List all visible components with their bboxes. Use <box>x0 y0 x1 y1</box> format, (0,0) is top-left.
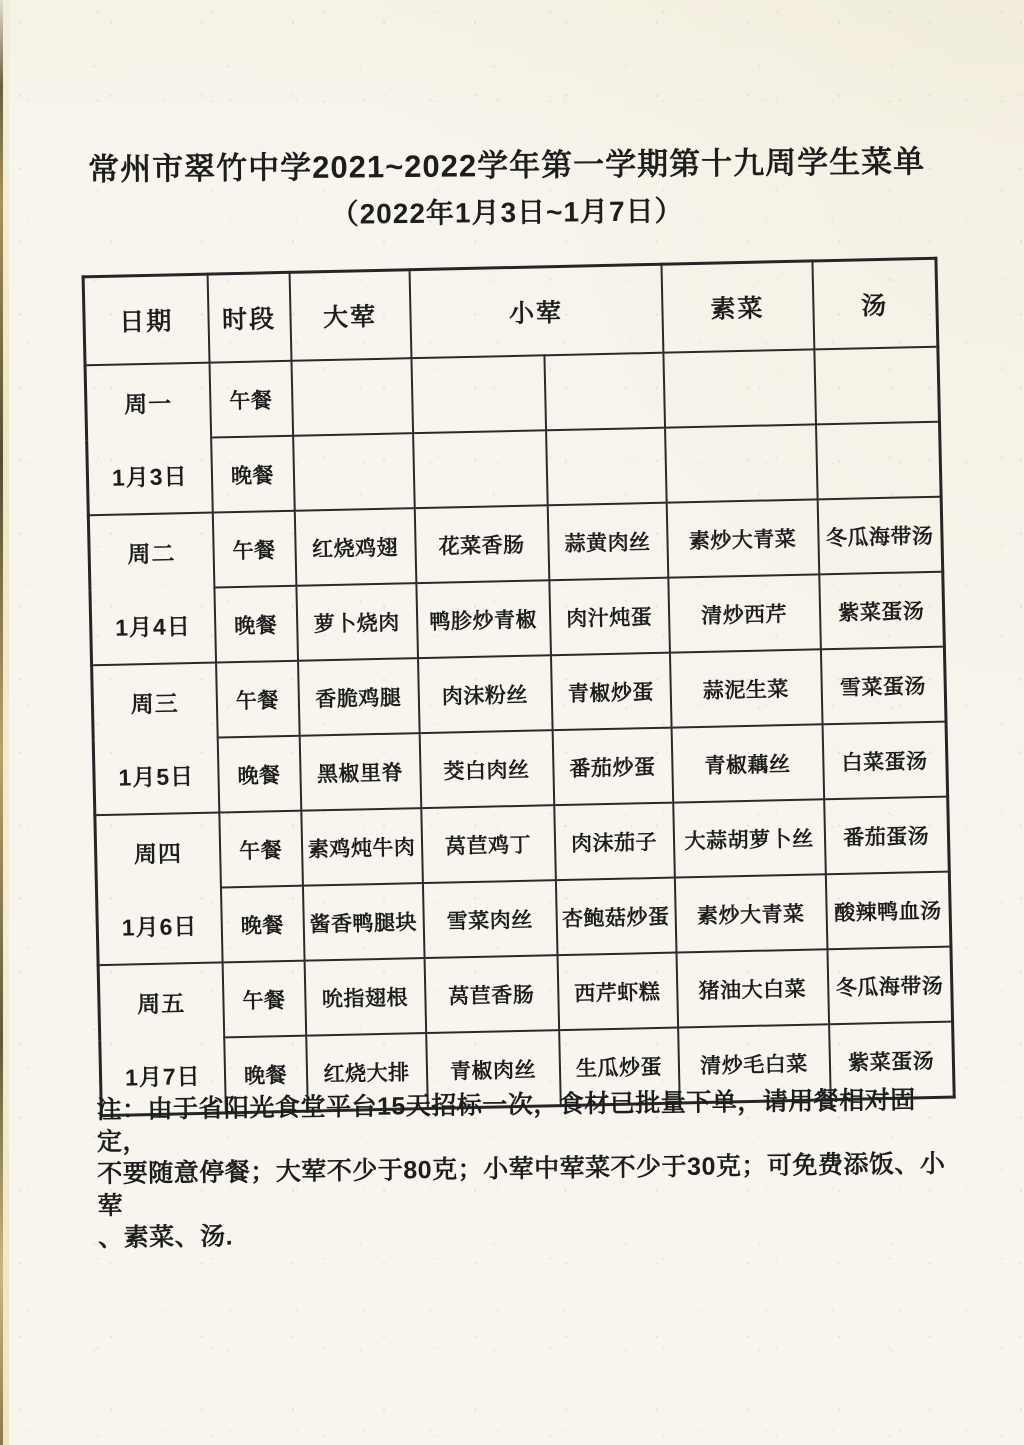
date-cell-thursday <box>95 813 222 966</box>
dish-main-meat <box>291 358 413 436</box>
dish-small-meat-2 <box>546 428 667 506</box>
page-title: 常州市翠竹中学2021~2022学年第一学期第十九周学生菜单 <box>87 144 926 188</box>
footnote-line-3: 、素菜、汤. <box>97 1222 234 1253</box>
dish-small-meat-1: 肉沫粉丝 <box>418 655 553 733</box>
dish-soup: 酸辣鸭血汤 <box>825 872 951 950</box>
header-soup: 汤 <box>812 258 938 349</box>
meal-period: 午餐 <box>216 661 300 738</box>
date-cell-wednesday <box>92 663 219 816</box>
date-label: 1月6日 <box>121 913 198 941</box>
meal-period: 晚餐 <box>214 586 298 663</box>
header-period: 时段 <box>207 272 291 362</box>
weekday-label: 周四 <box>133 840 183 868</box>
header-small-meat: 小荤 <box>409 264 663 358</box>
dish-soup <box>816 422 942 500</box>
meal-period: 晚餐 <box>220 886 304 963</box>
page-subtitle: （2022年1月3日~1月7日） <box>330 195 684 230</box>
dish-small-meat-2: 西芹虾糕 <box>557 953 678 1031</box>
dish-small-meat-1: 花菜香肠 <box>414 505 549 583</box>
dish-soup: 雪菜蛋汤 <box>820 647 946 725</box>
meal-period: 晚餐 <box>217 736 301 813</box>
dish-small-meat-1: 青椒肉丝 <box>426 1030 561 1108</box>
dish-small-meat-2: 肉沫茄子 <box>554 803 675 881</box>
dish-small-meat-1: 鸭胗炒青椒 <box>416 580 551 658</box>
dish-small-meat-2: 番茄炒蛋 <box>552 728 673 806</box>
menu-table <box>82 257 956 1117</box>
dish-vegetable: 蒜泥生菜 <box>669 649 822 727</box>
dish-vegetable: 大蒜胡萝卜丝 <box>673 799 826 877</box>
dish-vegetable: 清炒毛白菜 <box>678 1024 831 1103</box>
dish-soup <box>814 347 940 425</box>
dish-main-meat: 红烧大排 <box>306 1033 428 1111</box>
dish-main-meat: 吮指翅根 <box>304 958 426 1036</box>
weekday-label: 周一 <box>123 390 173 418</box>
dish-soup: 紫菜蛋汤 <box>819 572 945 650</box>
meal-period: 午餐 <box>219 811 303 888</box>
dish-vegetable <box>663 349 816 427</box>
header-date: 日期 <box>83 274 209 365</box>
date-cell-tuesday <box>88 513 215 666</box>
dish-main-meat: 酱香鸭腿块 <box>302 883 424 961</box>
dish-soup: 紫菜蛋汤 <box>829 1022 955 1100</box>
meal-period: 晚餐 <box>211 436 295 513</box>
footnote <box>96 1084 964 1255</box>
date-label: 1月3日 <box>111 463 188 491</box>
dish-vegetable: 清炒西芹 <box>668 574 821 652</box>
dish-soup: 白菜蛋汤 <box>822 722 948 800</box>
dish-main-meat: 萝卜烧肉 <box>296 583 418 661</box>
dish-small-meat-1: 莴苣香肠 <box>424 955 559 1033</box>
dish-small-meat-1 <box>413 430 548 508</box>
dish-small-meat-2: 生瓜炒蛋 <box>559 1028 680 1106</box>
dish-vegetable: 素炒大青菜 <box>674 874 827 952</box>
title-block <box>0 142 1019 236</box>
dish-vegetable: 素炒大青菜 <box>666 499 819 577</box>
dish-main-meat <box>293 433 415 511</box>
dish-main-meat: 黑椒里脊 <box>299 733 421 811</box>
dish-soup: 番茄蛋汤 <box>824 797 950 875</box>
dish-small-meat-2: 肉汁炖蛋 <box>549 578 670 656</box>
date-label: 1月5日 <box>118 763 195 791</box>
meal-period: 晚餐 <box>224 1036 308 1113</box>
dish-small-meat-2 <box>544 353 665 431</box>
footnote-line-1: 注：由于省阳光食堂平台15天招标一次，食材已批量下单，请用餐相对固定， <box>96 1086 916 1157</box>
footnote-line-2: 不要随意停餐；大荤不少于80克；小荤中荤菜不少于30克；可免费添饭、小荤 <box>97 1149 946 1221</box>
dish-small-meat-1: 雪菜肉丝 <box>422 880 557 958</box>
date-label: 1月4日 <box>114 613 192 641</box>
dish-small-meat-1: 莴苣鸡丁 <box>421 805 556 883</box>
dish-small-meat-1 <box>411 355 546 433</box>
meal-period: 午餐 <box>222 961 306 1038</box>
dish-main-meat: 香脆鸡腿 <box>298 658 420 736</box>
date-label: 1月7日 <box>124 1062 201 1091</box>
header-main-meat: 大荤 <box>289 270 411 361</box>
dish-soup: 冬瓜海带汤 <box>817 497 943 575</box>
dish-small-meat-2: 杏鲍菇炒蛋 <box>555 878 676 956</box>
dish-main-meat: 红烧鸡翅 <box>294 508 416 586</box>
dish-main-meat: 素鸡炖牛肉 <box>301 808 423 886</box>
dish-vegetable <box>665 424 818 502</box>
meal-period: 午餐 <box>209 361 293 438</box>
dish-small-meat-2: 蒜黄肉丝 <box>547 503 668 581</box>
weekday-label: 周二 <box>127 540 176 568</box>
header-vegetable: 素菜 <box>661 261 814 353</box>
weekday-label: 周三 <box>130 690 179 718</box>
date-cell-monday <box>85 363 212 516</box>
dish-vegetable: 猪油大白菜 <box>676 949 829 1027</box>
dish-small-meat-1: 茭白肉丝 <box>419 730 554 808</box>
dish-soup: 冬瓜海带汤 <box>827 947 953 1025</box>
dish-small-meat-2: 青椒炒蛋 <box>550 653 671 731</box>
meal-period: 午餐 <box>212 511 296 588</box>
dish-vegetable: 青椒藕丝 <box>671 724 824 802</box>
weekday-label: 周五 <box>136 990 186 1018</box>
